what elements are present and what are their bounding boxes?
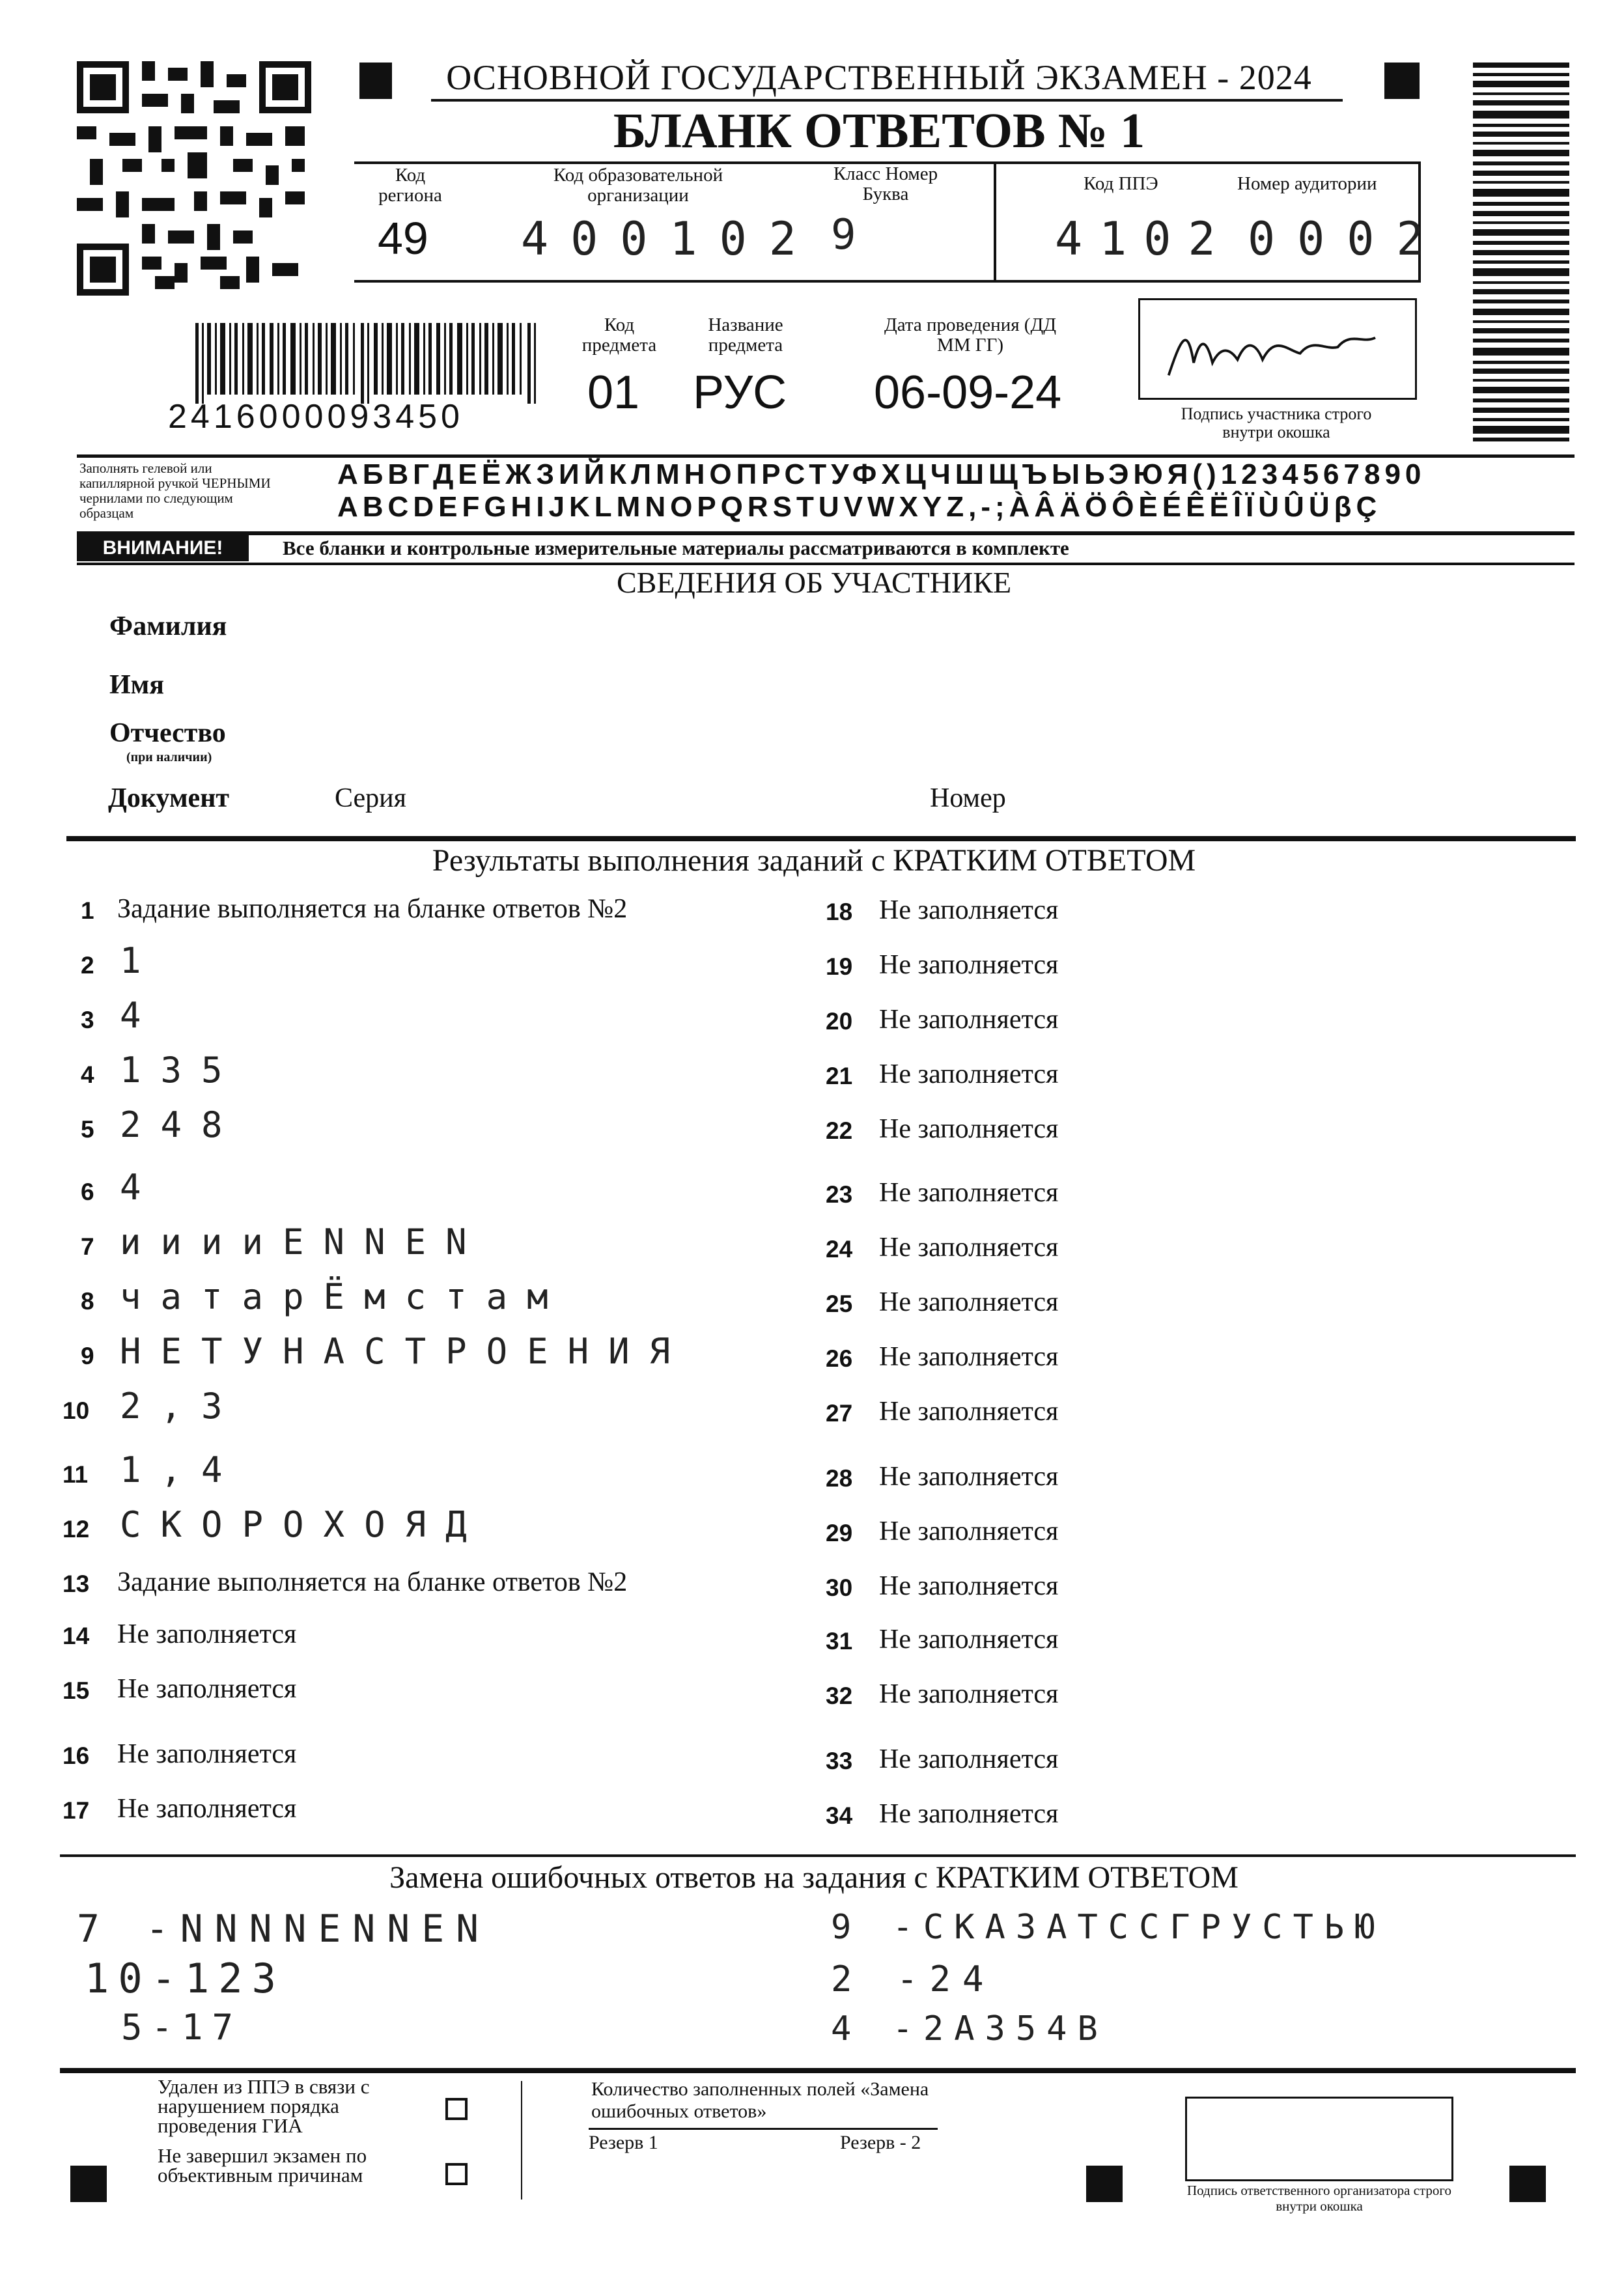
result-row-8-answer: чатарЁмстам	[120, 1276, 568, 1317]
result-row-19-number: 19	[826, 953, 853, 980]
result-row-15-number: 15	[63, 1677, 90, 1704]
document-label: Документ	[108, 783, 230, 813]
result-row-6-answer: 4	[120, 1167, 161, 1208]
result-row-10-answer: 2,3	[120, 1386, 242, 1427]
result-row-19-answer: Не заполняется	[879, 950, 1059, 980]
result-row-5-answer: 248	[120, 1104, 242, 1145]
result-row-18-answer: Не заполняется	[879, 895, 1059, 925]
result-row-5-number: 5	[81, 1116, 94, 1143]
result-row-13-number: 13	[63, 1571, 90, 1597]
reserve-1-label: Резерв 1	[589, 2132, 658, 2153]
result-row-3-number: 3	[81, 1007, 94, 1033]
result-row-8-number: 8	[81, 1288, 94, 1315]
name-label: Имя	[109, 670, 164, 700]
result-row-7-number: 7	[81, 1233, 94, 1260]
result-row-30-answer: Не заполняется	[879, 1571, 1059, 1601]
corner-marker-bottom-right	[1509, 2166, 1546, 2202]
result-row-2-answer: 1	[120, 940, 161, 981]
result-row-32-answer: Не заполняется	[879, 1679, 1059, 1709]
result-row-3-answer: 4	[120, 995, 161, 1036]
result-row-7-answer: ииииENNEN	[120, 1222, 486, 1263]
result-row-27-answer: Не заполняется	[879, 1397, 1059, 1427]
correction-left-2: 10-123	[85, 1955, 285, 2002]
result-row-20-answer: Не заполняется	[879, 1005, 1059, 1035]
org-value: 400102	[521, 212, 819, 266]
subject-name-value: РУС	[693, 367, 787, 419]
series-label: Серия	[335, 783, 406, 813]
correction-right-3: 4 -2А354В	[831, 2009, 1108, 2048]
not-finished-checkbox[interactable]	[445, 2163, 468, 2185]
result-row-11-number: 11	[63, 1461, 89, 1488]
result-row-9-answer: НЕТУНАСТРОЕНИЯ	[120, 1331, 690, 1372]
samples-instruction: Заполнять гелевой или капиллярной ручкой ЧЕРНЫМИ чернилами по следующим образцам	[79, 460, 271, 521]
correction-left-1: 7 -NNNNENNEN	[77, 1906, 491, 1951]
result-row-1-number: 1	[81, 897, 94, 924]
result-row-31-answer: Не заполняется	[879, 1625, 1059, 1655]
result-row-17-number: 17	[63, 1797, 90, 1824]
removed-checkbox[interactable]	[445, 2098, 468, 2120]
subject-code-value: 01	[587, 367, 640, 419]
qr-code	[77, 61, 311, 296]
correction-left-3: 5-17	[121, 2007, 243, 2048]
form-title: БЛАНК ОТВЕТОВ № 1	[613, 104, 1145, 158]
barcode-number: 2416000093450	[168, 398, 464, 436]
not-finished-label: Не завершил экзамен по объективным причинам	[158, 2144, 367, 2186]
result-row-1-answer: Задание выполняется на бланке ответов №2	[117, 894, 628, 924]
corner-marker-bottom-mid	[1086, 2166, 1123, 2202]
cyrillic-sample-row: АБВГДЕЁЖЗИЙКЛМНОПРСТУФХЦЧШЩЪЫЬЭЮЯ()1234567890	[337, 458, 1426, 490]
correction-right-2: 2 -24	[831, 1959, 996, 2000]
result-row-22-answer: Не заполняется	[879, 1114, 1059, 1144]
result-row-31-number: 31	[826, 1628, 853, 1655]
result-row-28-number: 28	[826, 1465, 853, 1492]
region-value: 49	[378, 213, 428, 264]
ppe-value: 4102	[1055, 212, 1233, 266]
result-row-16-answer: Не заполняется	[117, 1739, 297, 1769]
surname-label: Фамилия	[109, 611, 227, 641]
result-row-25-answer: Не заполняется	[879, 1287, 1059, 1317]
participant-heading: СВЕДЕНИЯ ОБ УЧАСТНИКЕ	[616, 566, 1012, 599]
result-row-30-number: 30	[826, 1574, 853, 1601]
result-row-22-number: 22	[826, 1117, 853, 1144]
participant-signature	[1140, 300, 1415, 398]
result-row-24-number: 24	[826, 1236, 853, 1263]
organizer-signature-caption: Подпись ответственного организатора строго внутри окошка	[1186, 2183, 1452, 2214]
result-row-29-answer: Не заполняется	[879, 1516, 1059, 1546]
corner-marker-top-right	[1384, 63, 1420, 99]
class-label: Класс Номер Буква	[833, 163, 938, 204]
result-row-9-number: 9	[81, 1343, 94, 1369]
result-row-29-number: 29	[826, 1520, 853, 1546]
warning-badge: ВНИМАНИЕ!	[77, 535, 249, 561]
result-row-14-number: 14	[63, 1623, 90, 1649]
result-row-34-answer: Не заполняется	[879, 1799, 1059, 1829]
org-label: Код образовательной организации	[553, 165, 723, 206]
result-row-33-number: 33	[826, 1748, 853, 1774]
subject-code-label: Код предмета	[581, 314, 657, 356]
room-value: 0002	[1248, 212, 1446, 266]
exam-date-value: 06-09-24	[874, 367, 1062, 419]
result-row-2-number: 2	[81, 952, 94, 979]
result-row-28-answer: Не заполняется	[879, 1462, 1059, 1492]
result-row-24-answer: Не заполняется	[879, 1233, 1059, 1263]
class-value: 9	[831, 211, 876, 259]
result-row-11-answer: 1,4	[120, 1449, 242, 1490]
result-row-26-answer: Не заполняется	[879, 1342, 1059, 1372]
result-row-12-number: 12	[63, 1516, 90, 1543]
participant-signature-box	[1138, 298, 1417, 400]
result-row-25-number: 25	[826, 1291, 853, 1317]
reserve-2-label: Резерв - 2	[840, 2132, 921, 2153]
region-label: Код региона	[378, 165, 442, 206]
corrections-heading: Замена ошибочных ответов на задания с КРАТКИМ ОТВЕТОМ	[389, 1860, 1239, 1895]
result-row-4-number: 4	[81, 1061, 94, 1088]
corner-marker-bottom-left	[70, 2166, 107, 2202]
result-row-20-number: 20	[826, 1008, 853, 1035]
result-row-12-answer: СКОРОХОЯД	[120, 1504, 486, 1545]
side-barcode	[1473, 63, 1569, 441]
corner-marker-top-left	[359, 63, 392, 99]
replacement-count-label: Количество заполненных полей «Замена ошибочных ответов»	[591, 2078, 929, 2122]
result-row-6-number: 6	[81, 1179, 94, 1205]
exam-date-label: Дата проведения (ДД ММ ГГ)	[884, 314, 1057, 356]
result-row-4-answer: 135	[120, 1050, 242, 1091]
number-label: Номер	[930, 783, 1006, 813]
ppe-label: Код ППЭ	[1084, 173, 1158, 194]
result-row-14-answer: Не заполняется	[117, 1619, 297, 1649]
result-row-27-number: 27	[826, 1400, 853, 1427]
result-row-21-answer: Не заполняется	[879, 1059, 1059, 1089]
result-row-10-number: 10	[63, 1397, 90, 1424]
exam-title: ОСНОВНОЙ ГОСУДАРСТВЕННЫЙ ЭКЗАМЕН - 2024	[446, 58, 1312, 97]
patronymic-note: (при наличии)	[126, 750, 212, 764]
latin-sample-row: ABCDEFGHIJKLMNOPQRSTUVWXYZ,-;ÀÂÄÖÔÈÉÊËÎÏÙÛÜβÇ	[337, 491, 1382, 523]
result-row-23-number: 23	[826, 1181, 853, 1208]
result-row-17-answer: Не заполняется	[117, 1794, 297, 1824]
result-row-32-number: 32	[826, 1683, 853, 1709]
result-row-23-answer: Не заполняется	[879, 1178, 1059, 1208]
result-row-18-number: 18	[826, 899, 853, 925]
result-row-26-number: 26	[826, 1345, 853, 1372]
result-row-33-answer: Не заполняется	[879, 1744, 1059, 1774]
result-row-16-number: 16	[63, 1742, 90, 1769]
room-label: Номер аудитории	[1237, 173, 1377, 194]
warning-text: Все бланки и контрольные измерительные материалы рассматриваются в комплекте	[283, 537, 1069, 559]
subject-name-label: Название предмета	[708, 314, 783, 356]
removed-label: Удален из ППЭ в связи с нарушением порядка проведения ГИА	[158, 2075, 370, 2137]
result-row-21-number: 21	[826, 1063, 853, 1089]
participant-signature-caption: Подпись участника строго внутри окошка	[1181, 404, 1372, 441]
patronymic-label: Отчество	[109, 718, 226, 748]
subject-barcode	[195, 323, 539, 404]
correction-right-1: 9 -СКАЗАТССГРУСТЬЮ	[831, 1908, 1386, 1947]
result-row-13-answer: Задание выполняется на бланке ответов №2	[117, 1567, 628, 1597]
result-row-15-answer: Не заполняется	[117, 1674, 297, 1704]
results-heading: Результаты выполнения заданий с КРАТКИМ ОТВЕТОМ	[432, 843, 1196, 878]
result-row-34-number: 34	[826, 1802, 853, 1829]
organizer-signature-box	[1185, 2097, 1453, 2181]
